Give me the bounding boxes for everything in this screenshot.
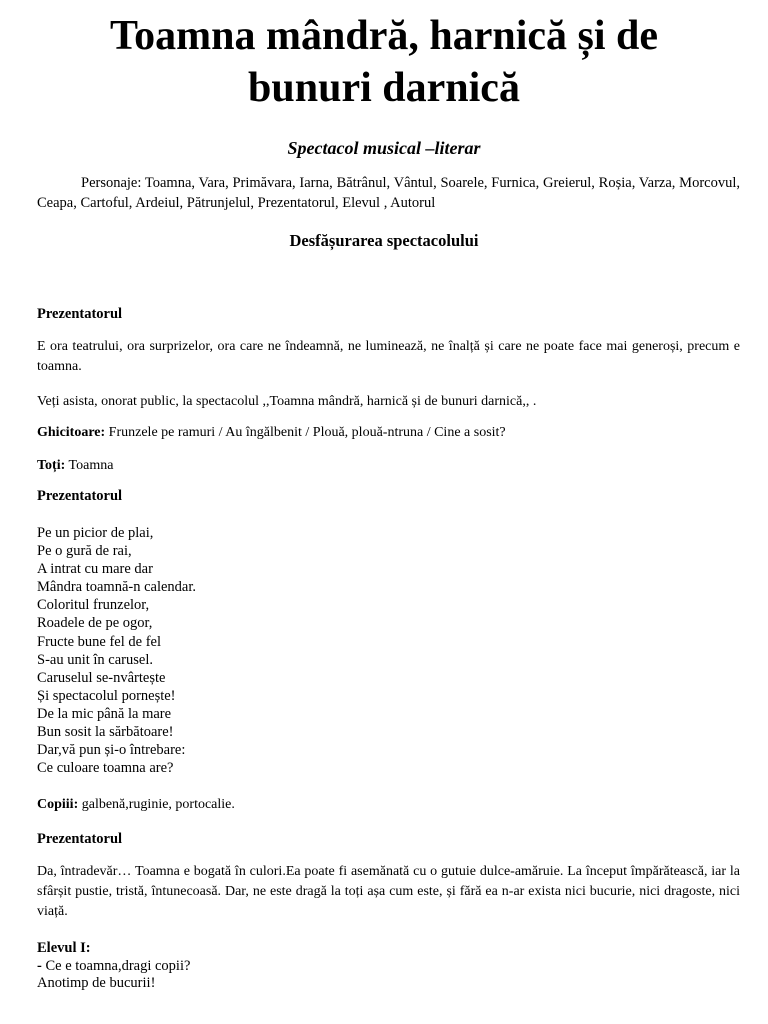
all-label: Toți: — [37, 458, 66, 473]
children-text: galbenă,ruginie, portocalie. — [78, 797, 235, 812]
poem-line: Ce culoare toamna are? — [37, 760, 174, 777]
poem-line: Pe o gură de rai, — [37, 543, 132, 560]
poem-line: Pe un picior de plai, — [37, 525, 154, 541]
poem-line: Mândra toamnă-n calendar. — [37, 579, 197, 596]
document-title — [30, 10, 738, 114]
dialog-line-text: Ce e toamna,dragi copii? — [45, 957, 191, 974]
student-speaker — [37, 940, 190, 958]
closing-paragraph: Da, întradevăr… Toamna e bogată în culori.Ea poate fi asemănată cu o gutuie dulce-amăruie. La început împărătească, iar la sfârșit pustie, tristă, întunecoasă. Dar, ne este dragă la toți așa cum este, și fără ea n-ar exista nici bucurie, nici dragoste, nici viață. — [37, 864, 740, 919]
poem-line: De la mic până la mare — [37, 705, 172, 722]
riddle-line — [37, 424, 740, 442]
student-label: Elevul I: — [37, 940, 91, 956]
riddle-text: Frunzele pe ramuri / Au îngălbenit / Plouă, plouă-ntruna / Cine a sosit? — [105, 425, 506, 440]
speaker-presenter-1: Prezentatorul — [37, 306, 123, 322]
poem-line: Caruselul se-nvârtește — [37, 669, 166, 686]
intro-paragraph: E ora teatrului, ora surprizelor, ora care ne îndeamnă, ne luminează, ne înalță și care ne poate face mai generoși, precum e toamna. — [37, 339, 740, 374]
poem-line: Și spectacolul pornește! — [37, 687, 176, 704]
announcement-line: Veți asista, onorat public, la spectacolul ,,Toamna mândră, harnică și de bunuri darnică,, . — [37, 394, 537, 409]
dialog-dash: - — [37, 957, 46, 974]
speaker-presenter-3: Prezentatorul — [37, 831, 123, 847]
dialog-line: Anotimp de bucurii! — [37, 975, 156, 991]
speaker-presenter-2: Prezentatorul — [37, 488, 123, 504]
title-line-1: Toamna mândră, harnică și de — [109, 13, 659, 59]
riddle-label: Ghicitoare: — [37, 425, 106, 440]
poem-line: S-au unit în carusel. — [37, 651, 153, 668]
all-reply-line — [37, 457, 740, 475]
poem-line: A intrat cu mare dar — [37, 561, 153, 578]
poem-line: Dar,vă pun și-o întrebare: — [37, 742, 186, 759]
poem-line: Roadele de pe ogor, — [37, 615, 153, 632]
document-subtitle: Spectacol musical –literar — [287, 138, 481, 158]
poem-line: Coloritul frunzelor, — [37, 597, 150, 614]
poem — [37, 524, 196, 777]
children-label: Copiii: — [37, 797, 79, 812]
all-text: Toamna — [65, 458, 114, 473]
children-reply-line — [37, 796, 740, 814]
student-dialog — [37, 940, 190, 993]
dialog-line — [37, 958, 190, 976]
poem-line: Bun sosit la sărbătoare! — [37, 724, 174, 741]
title-line-2: bunuri darnică — [248, 65, 520, 111]
characters-list: Personaje: Toamna, Vara, Primăvara, Iarna, Bătrânul, Vântul, Soarele, Furnica, Greierul, Roșia, Varza, Morcovul, Ceapa, Cartoful, Ardeiul, Pătrunjelul, Prezentatorul, Elevul , Autorul — [37, 175, 740, 211]
poem-line: Fructe bune fel de fel — [37, 633, 162, 650]
section-heading: Desfășurarea spectacolului — [289, 231, 479, 250]
